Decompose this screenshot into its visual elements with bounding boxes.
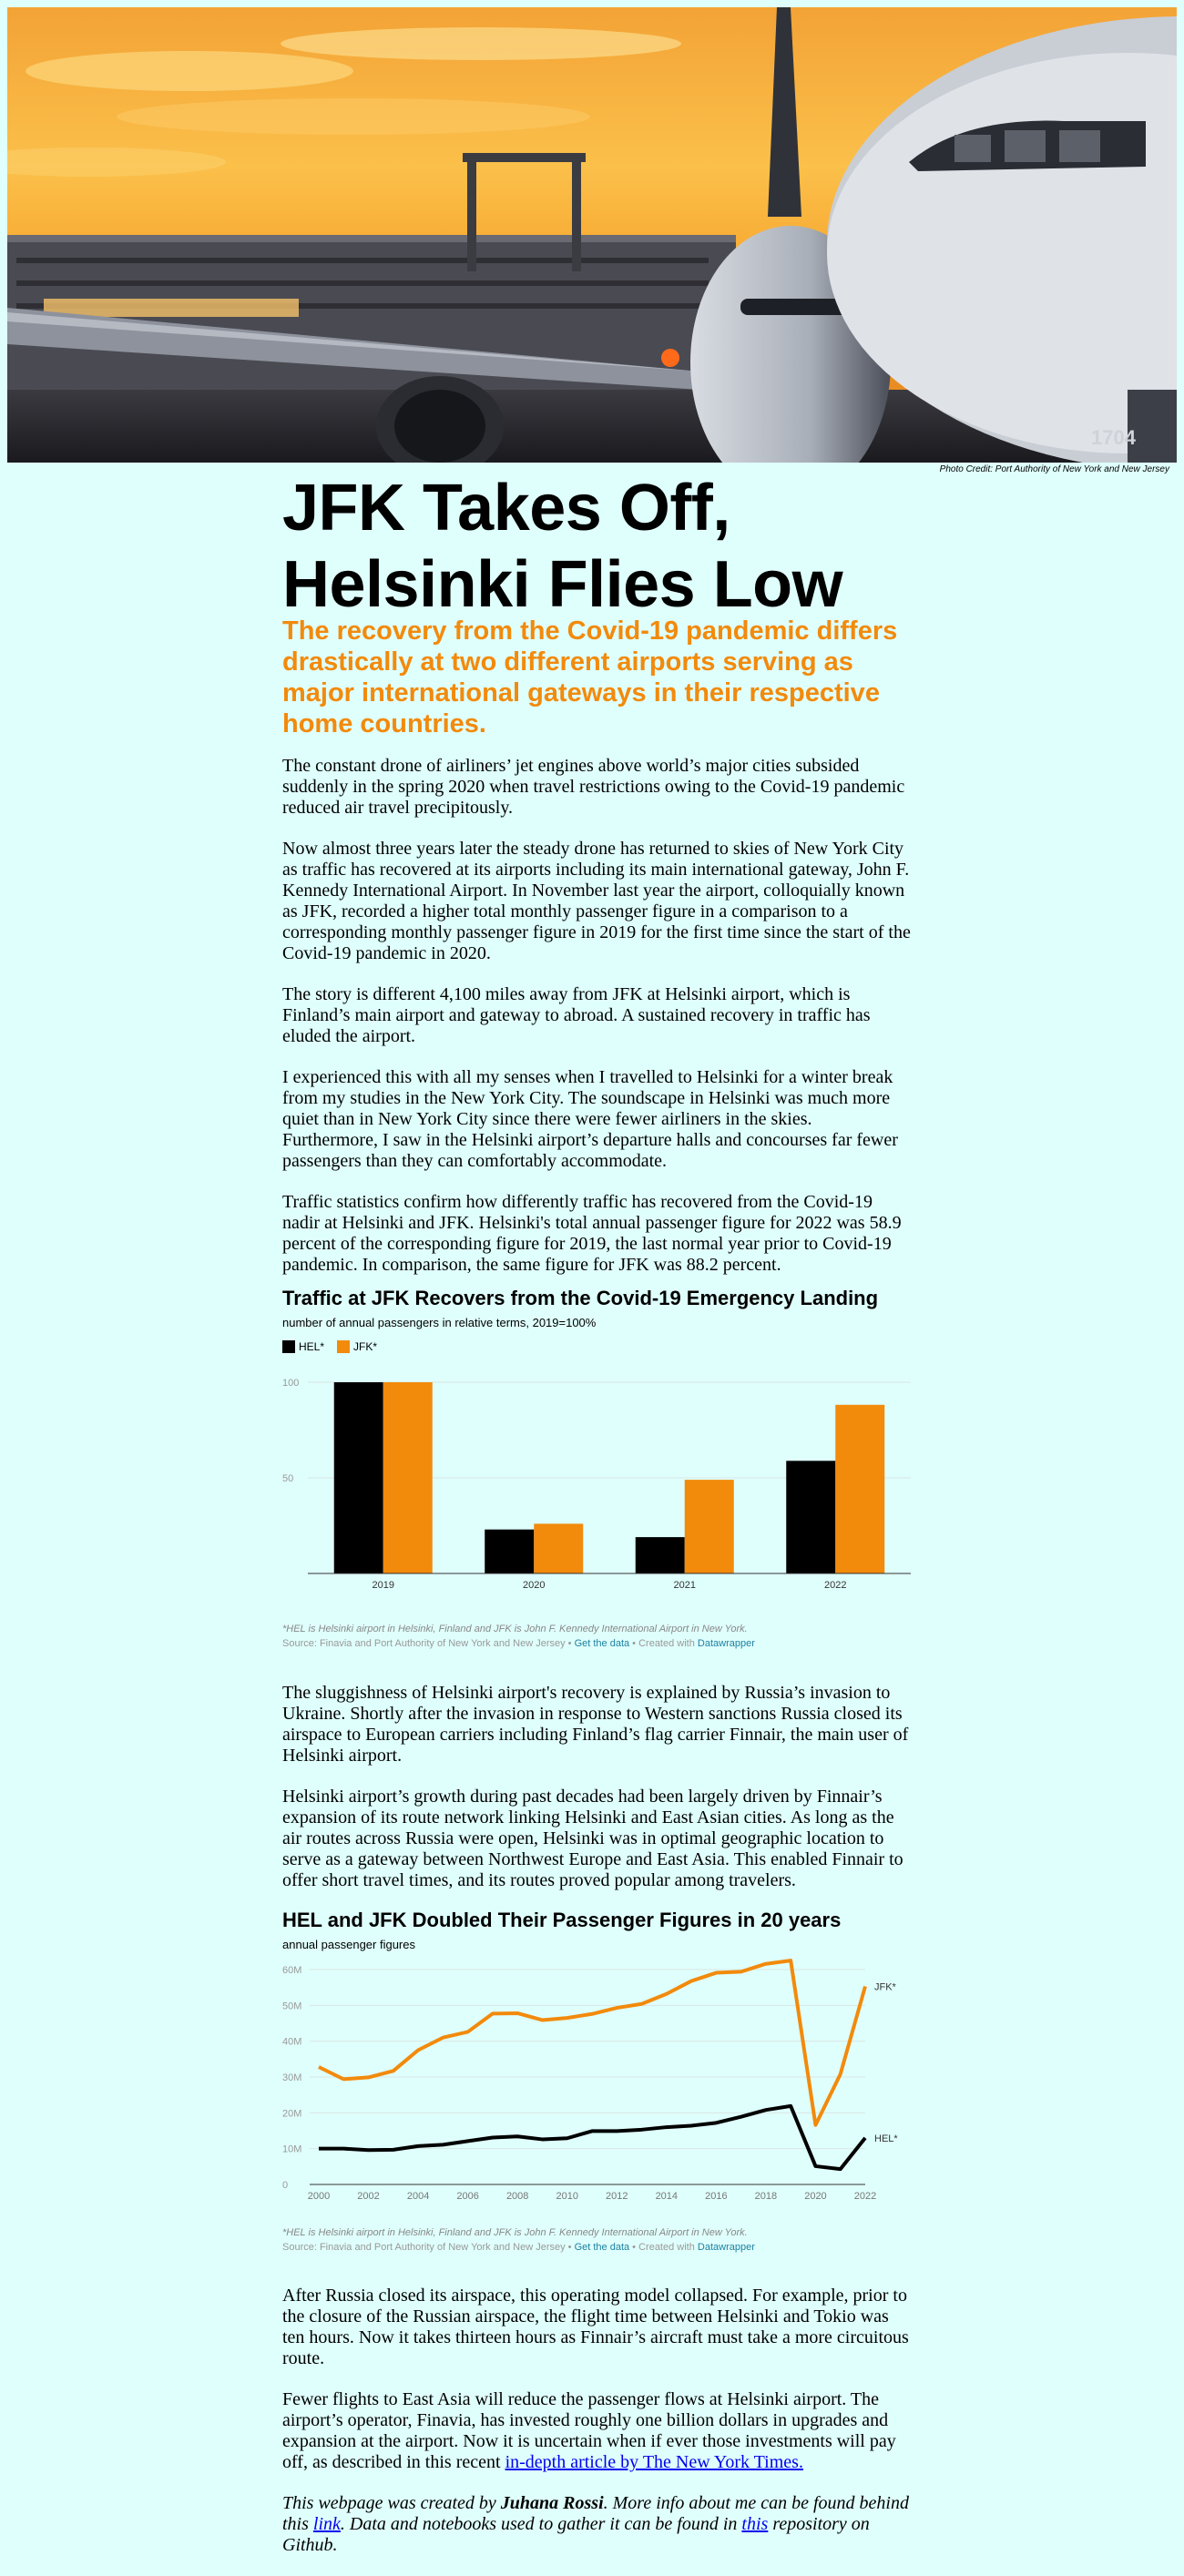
title-line-1: JFK Takes Off, [282,472,730,545]
paragraph: The story is different 4,100 miles away from JFK at Helsinki airport, which is Finland’s main airport and gateway to abroad. A sustained recovery in traffic has eluded the airport. [282,984,871,1046]
bar-hel-2022 [786,1461,835,1573]
y-tick-label: 0 [282,2180,289,2191]
x-tick-label: 2004 [406,2191,430,2202]
hero-image [7,7,1177,463]
line-chart-source [282,2242,911,2253]
bar-hel-2019 [334,1382,383,1573]
x-tick-label: 2014 [655,2191,679,2202]
y-tick-label: 40M [282,2036,302,2048]
paragraph: The sluggishness of Helsinki airport's recovery is explained by Russia’s invasion to Ukraine. Shortly after the invasion in response to Western sanctions Russia closed its airspace to European carriers including Finland’s flag carrier Finnair, the main user of Helsinki airport. [282,1683,909,1766]
get-data-link[interactable]: Get the data [574,2242,630,2253]
x-tick-label: 2002 [357,2191,380,2202]
x-tick-label: 2022 [824,1580,847,1591]
bar-hel-2020 [485,1530,534,1573]
datawrapper-link[interactable]: Datawrapper [697,2242,755,2253]
photo-credit: Photo Credit: Port Authority of New York and New Jersey [939,464,1169,474]
article-section-1 [282,756,911,1296]
series-line-hel [319,2106,865,2169]
article-section-3 [282,2286,911,2576]
x-tick-label: 2019 [372,1580,394,1591]
repository-link[interactable]: this [741,2514,769,2534]
x-tick-label: 2000 [307,2191,331,2202]
line-chart-note: *HEL is Helsinki airport in Helsinki, Finland and JFK is John F. Kennedy International Airport in New York. [282,2227,748,2238]
paragraph: The constant drone of airliners’ jet engines above world’s major cities subsided suddenly in the spring 2020 when travel restrictions owing to the Covid-19 pandemic reduced air travel precipitously. [282,756,905,818]
sig-text: This webpage was created by [282,2493,501,2513]
signature-paragraph [282,2493,911,2556]
x-tick-label: 2020 [523,1580,546,1591]
legend-swatch-jfk [337,1340,350,1353]
bar-jfk-2022 [835,1405,884,1573]
bar-chart-legend [282,1340,911,1353]
legend-item-jfk [337,1340,377,1353]
legend-swatch-hel [282,1340,295,1353]
author-name: Juhana Rossi [500,2493,604,2513]
series-label: JFK* [874,1981,896,1993]
legend-label: JFK* [353,1340,378,1353]
x-tick-label: 2012 [606,2191,628,2202]
x-tick-label: 2008 [505,2191,529,2202]
sig-text: . Data and notebooks used to gather it can be found in [340,2514,742,2534]
bar-jfk-2021 [685,1480,734,1573]
airport-sunset-photo [7,7,1177,463]
legend-label: HEL* [299,1340,325,1353]
y-tick-label: 60M [282,1965,302,1976]
paragraph: After Russia closed its airspace, this operating model collapsed. For example, prior to the closure of the Russian airspace, the flight time between Helsinki and Tokio was ten hours. Now it takes thirteen hours as Finnair’s aircraft must take a more circuitous route. [282,2286,909,2368]
x-tick-label: 2006 [456,2191,479,2202]
x-tick-label: 2021 [673,1580,696,1591]
source-text: Source: Finavia and Port Authority of New York and New Jersey • [282,2242,575,2253]
x-tick-label: 2022 [853,2191,877,2202]
get-data-link[interactable]: Get the data [574,1638,630,1649]
y-tick-label: 30M [282,2072,302,2083]
bar-chart-block [282,1287,911,1649]
closing-text: Fewer flights to East Asia will reduce the passenger flows at Helsinki airport. The airport’s operator, Finavia, has invested roughly one billion dollars in upgrades and expansion at the airport. Now it is uncertain when if ever those investments will pay off, as described in this recent [282,2389,896,2472]
y-tick-label: 50 [282,1473,294,1484]
bar-chart [282,1364,911,1601]
bar-jfk-2019 [383,1382,433,1573]
nyt-article-link[interactable]: in-depth article by The New York Times. [505,2452,803,2472]
paragraph: Now almost three years later the steady drone has returned to skies of New York City as traffic has recovered at its airports including its main international gateway, John F. Kennedy International Airport. In November last year the airport, colloquially known as JFK, recorded a higher total monthly passenger figure in a comparison to a corresponding monthly passenger figure in 2019 for the first time since the start of the Covid-19 pandemic in 2020. [282,839,911,963]
about-me-link[interactable]: link [312,2514,341,2534]
bar-chart-title: Traffic at JFK Recovers from the Covid-19 Emergency Landing [282,1287,879,1309]
line-chart-subtitle: annual passenger figures [282,1938,415,1951]
y-tick-label: 10M [282,2143,302,2155]
article-section-2 [282,1683,911,1911]
line-chart-title: HEL and JFK Doubled Their Passenger Figures in 20 years [282,1909,842,1931]
gate-number: 1704 [1091,426,1136,449]
y-tick-label: 100 [282,1378,300,1389]
series-line-jfk [319,1960,865,2125]
bar-hel-2021 [636,1537,685,1573]
bar-chart-subtitle: number of annual passengers in relative terms, 2019=100% [282,1316,597,1329]
series-label: HEL* [874,2133,898,2144]
bar-chart-note: *HEL is Helsinki airport in Helsinki, Finland and JFK is John F. Kennedy International Airport in New York. [282,1624,748,1634]
paragraph: Helsinki airport’s growth during past decades had been largely driven by Finnair’s expansion of its route network linking Helsinki and East Asian cities. As long as the air routes across Russia were open, Helsinki was in optimal geographic location to serve as a gateway between Northwest Europe and East Asia. This enabled Finnair to offer short travel times, and its routes proved popular among travelers. [282,1787,903,1890]
source-text: Source: Finavia and Port Authority of New York and New Jersey • [282,1638,575,1649]
line-chart-block [282,1909,911,2253]
bar-chart-source [282,1638,911,1649]
y-tick-label: 20M [282,2108,302,2120]
x-tick-label: 2020 [804,2191,827,2202]
source-sep: • Created with [629,2242,698,2253]
page-title [282,470,911,623]
closing-paragraph [282,2389,911,2473]
source-sep: • Created with [629,1638,698,1649]
legend-item-hel [282,1340,324,1353]
sig-text: repository on Github. [282,2514,870,2555]
y-tick-label: 50M [282,2001,302,2012]
line-chart [282,1959,911,2214]
x-tick-label: 2018 [754,2191,778,2202]
sig-text: . More info about me can be found behind this [282,2493,909,2534]
title-line-2: Helsinki Flies Low [282,548,843,621]
bar-jfk-2020 [534,1523,583,1573]
paragraph: Traffic statistics confirm how differently traffic has recovered from the Covid-19 nadir at Helsinki and JFK. Helsinki's total annual passenger figure for 2022 was 58.9 percent of the corresponding figure for 2019, the last normal year prior to Covid-19 pandemic. In comparison, the same figure for JFK was 88.2 percent. [282,1192,902,1275]
x-tick-label: 2016 [705,2191,728,2202]
page-subtitle: The recovery from the Covid-19 pandemic differs drastically at two different airports serving as major international gateways in their respective home countries. [282,616,898,738]
x-tick-label: 2010 [556,2191,578,2202]
paragraph: I experienced this with all my senses when I travelled to Helsinki for a winter break from my studies in the New York City. The soundscape in Helsinki was much more quiet than in New York City since there were fewer airliners in the skies. Furthermore, I saw in the Helsinki airport’s departure halls and concourses far fewer passengers than they can comfortably accommodate. [282,1067,898,1171]
datawrapper-link[interactable]: Datawrapper [697,1638,755,1649]
